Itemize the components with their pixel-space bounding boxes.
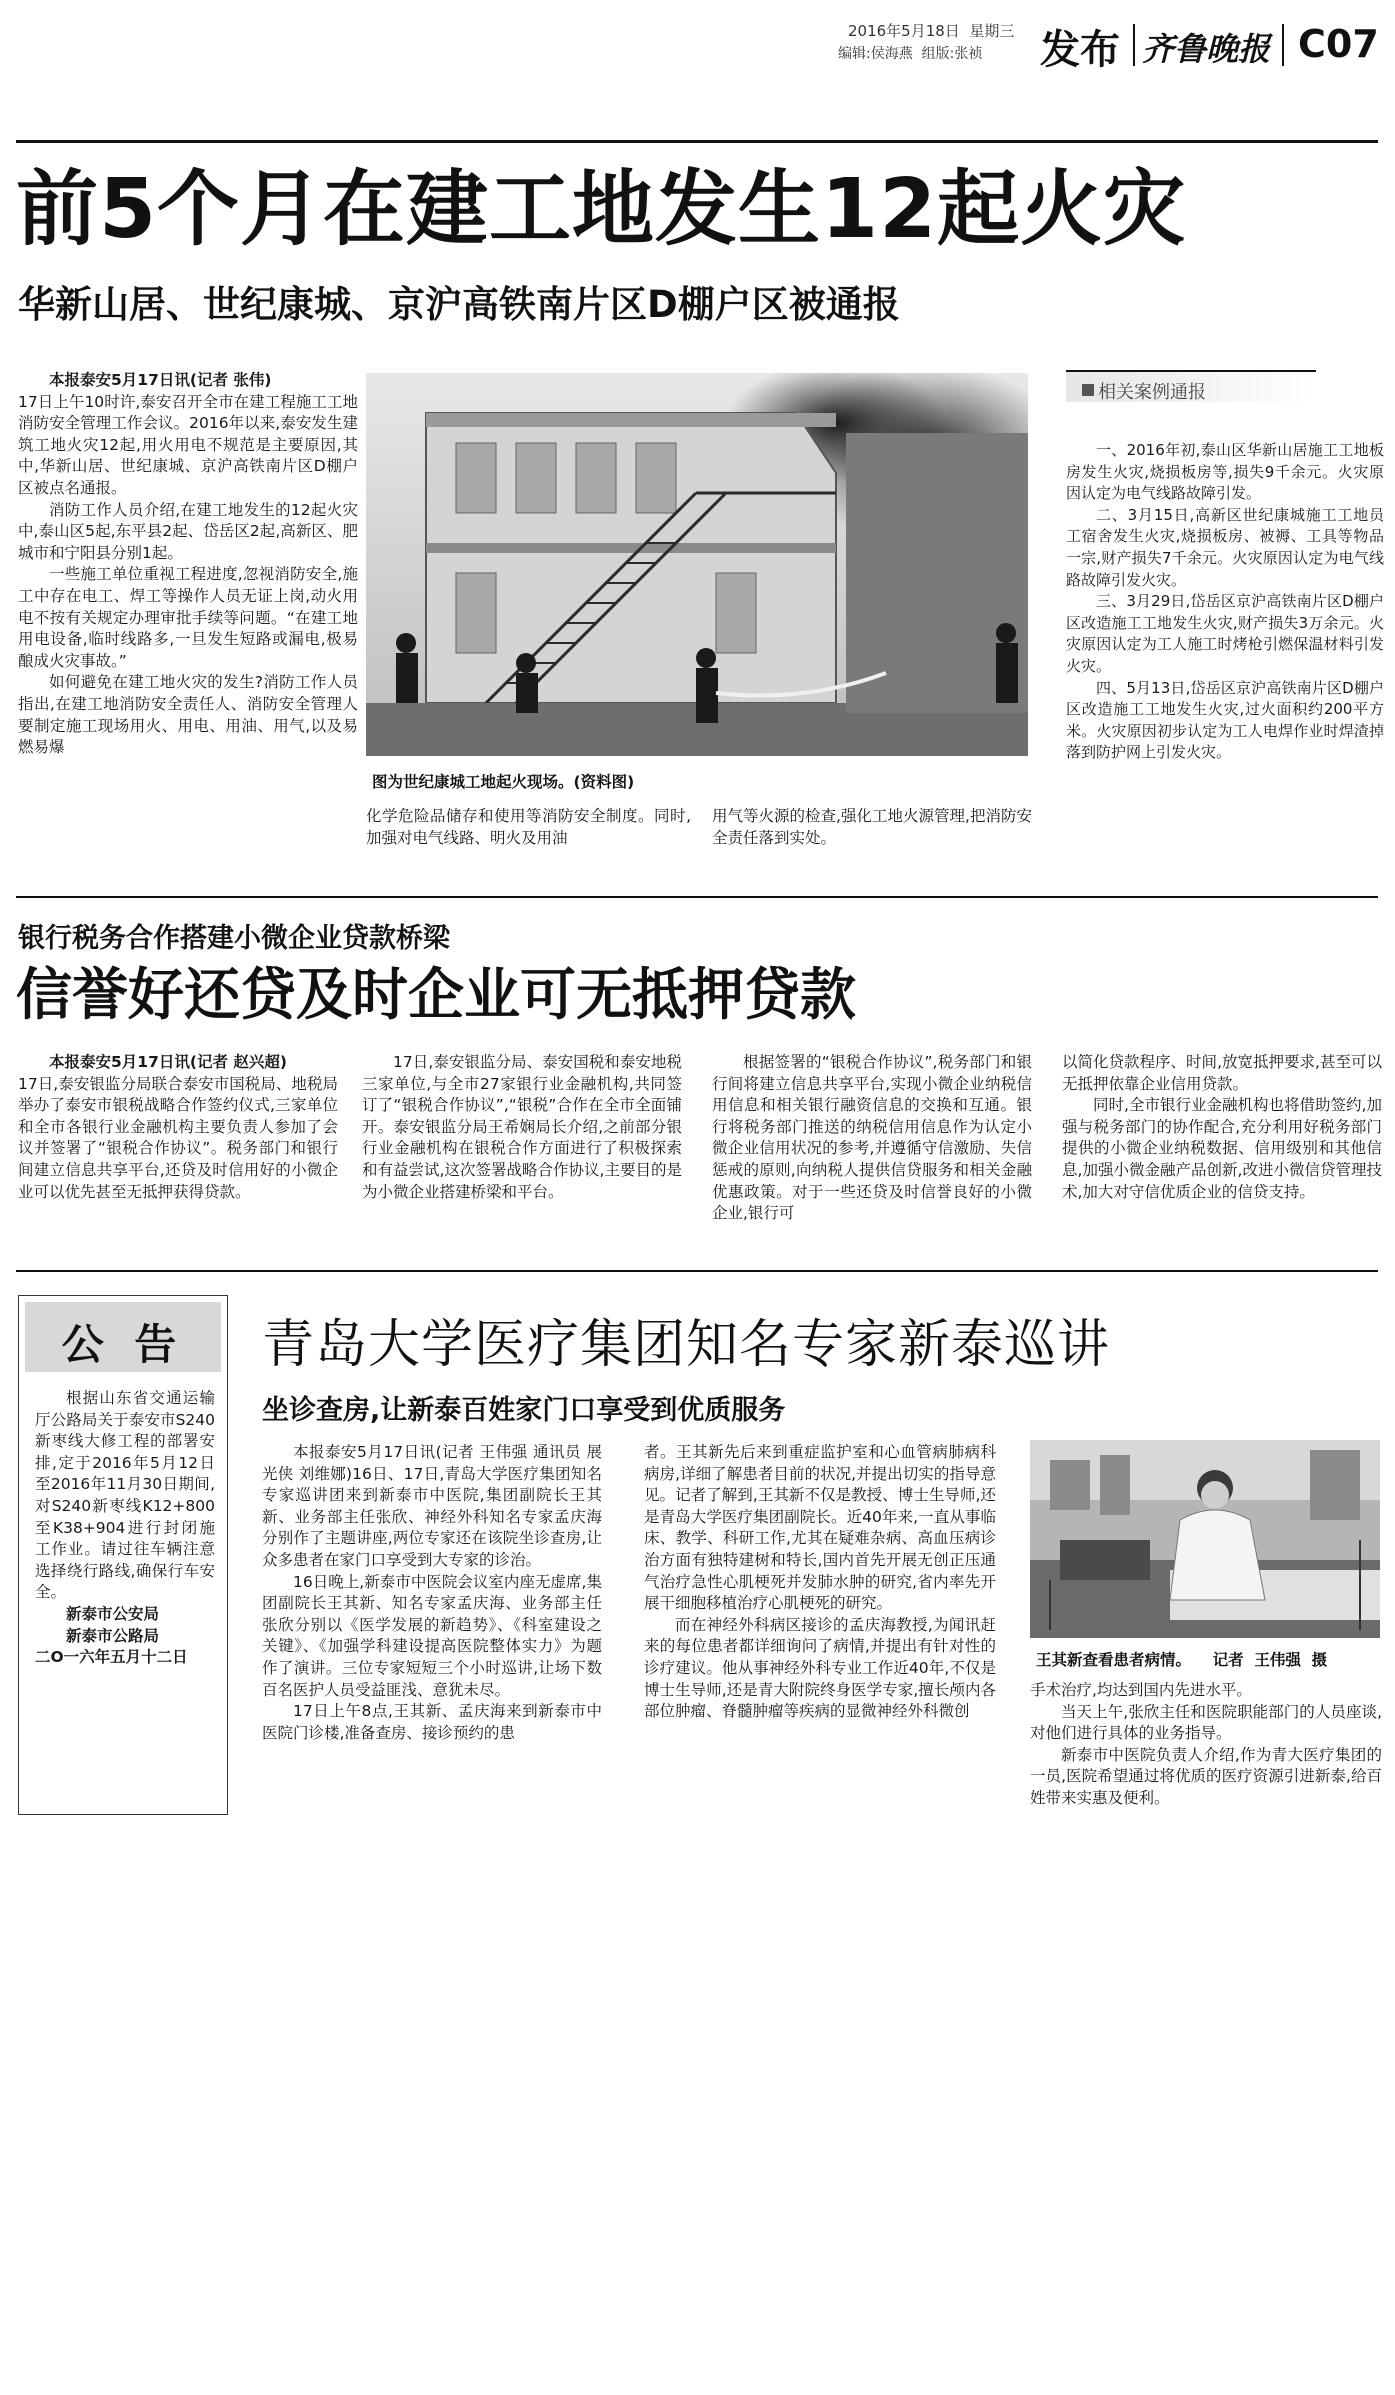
related-cases-sidebar [1066, 370, 1384, 870]
story1-column-2 [366, 806, 691, 849]
fire-scene-image [366, 373, 1028, 756]
paragraph: 17日上午8点,王其新、孟庆海来到新泰市中医院门诊楼,准备查房、接诊预约的患 [262, 1702, 602, 1742]
byline: 本报泰安5月17日讯(记者 赵兴超) [49, 1053, 287, 1071]
story2-column-3 [712, 1052, 1032, 1225]
notice-title-bar [25, 1302, 221, 1372]
story2-column-2 [362, 1052, 682, 1203]
notice-box [18, 1295, 228, 1815]
paragraph: 以简化贷款程序、时间,放宽抵押要求,甚至可以无抵押依靠企业信用贷款。 [1062, 1053, 1382, 1093]
paragraph: 新泰市中医院负责人介绍,作为青大医疗集团的一员,医院希望通过将优质的医疗资源引进新泰,给百姓带来实惠及便利。 [1030, 1745, 1382, 1807]
sidebar-header [1066, 370, 1316, 402]
paragraph: 用气等火源的检查,强化工地火源管理,把消防安全责任落到实处。 [712, 807, 1032, 847]
weekday: 星期三 [969, 22, 1015, 40]
notice-body [35, 1388, 215, 1669]
story3-column-2 [644, 1442, 996, 1723]
divider [1282, 24, 1284, 66]
date: 2016年5月18日 [848, 22, 960, 40]
page-number: C07 [1298, 22, 1379, 66]
top-rule [16, 140, 1378, 143]
hospital-photo [1030, 1440, 1380, 1638]
paragraph: 16日、17日,青岛大学医疗集团知名专家巡讲团来到新泰市中医院,集团副院长王其新、业务部主任张欣、神经外科知名专家孟庆海分别作了主题讲座,两位专家还在该院坐诊查房,让众多患者在家门口享受到大专家的诊治。 [262, 1464, 602, 1569]
headline: 青岛大学医疗集团知名专家新泰巡讲 [262, 1315, 1111, 1375]
subheadline: 坐诊查房,让新泰百姓家门口享受到优质服务 [262, 1395, 786, 1426]
paragraph: 消防工作人员介绍,在建工地发生的12起火灾中,泰山区5起,东平县2起、岱岳区2起,高新区、肥城市和宁阳县分别1起。 [18, 500, 358, 562]
notice-title: 公 告 [61, 1320, 185, 1369]
photo-caption: 王其新查看患者病情。 记者 王伟强 摄 [1036, 1651, 1328, 1669]
kicker: 银行税务合作搭建小微企业贷款桥梁 [18, 923, 450, 954]
fire-photo [366, 373, 1028, 756]
byline: 本报泰安5月17日讯(记者 王伟强 通讯员 展光侠 刘维娜) [262, 1443, 602, 1483]
section-rule [16, 1270, 1378, 1272]
paragraph: 当天上午,张欣主任和医院职能部门的人员座谈,对他们进行具体的业务指导。 [1030, 1702, 1382, 1743]
notice-date: 二O一六年五月十二日 [35, 1648, 188, 1667]
headline: 信誉好还贷及时企业可无抵押贷款 [16, 963, 856, 1028]
notice-signature: 新泰市公路局 [66, 1626, 160, 1645]
story1-column-3 [712, 806, 1032, 849]
paragraph: 同时,全市银行业金融机构也将借助签约,加强与税务部门的协作配合,充分利用好税务部门提供的小微企业纳税数据、信用级别和其他信息,加强小微金融产品创新,改进小微信贷管理技术,加大对守信优质企业的信贷支持。 [1062, 1096, 1382, 1201]
paragraph: 17日上午10时许,泰安召开全市在建工程施工工地消防安全管理工作会议。2016年以来,泰安发生建筑工地火灾12起,用火用电不规范是主要原因,其中,华新山居、世纪康城、京沪高铁南片区D棚户区被点名通报。 [18, 392, 358, 497]
section-name: 发布 [1040, 27, 1120, 73]
masthead [0, 0, 1395, 80]
story2-column-4 [1062, 1052, 1382, 1203]
byline: 本报泰安5月17日讯(记者 张伟) [49, 371, 272, 389]
paragraph: 一些施工单位重视工程进度,忽视消防安全,施工中存在电工、焊工等操作人员无证上岗,动火用电不按有关规定办理审批手续等问题。“在建工地用电设备,临时线路多,一旦发生短路或漏电,极易酿成火灾事故。” [18, 565, 358, 670]
editors: 编辑:侯海燕 组版:张祯 [838, 46, 983, 62]
sidebar-title: 相关案例通报 [1098, 382, 1206, 403]
story3-column-1 [262, 1442, 602, 1744]
case-item: 四、5月13日,岱岳区京沪高铁南片区D棚户区改造施工工地发生火灾,过火面积约200平方米。火灾原因初步认定为工人电焊作业时焊渣掉落到防护网上引发火灾。 [1066, 678, 1384, 762]
notice-text: 根据山东省交通运输厅公路局关于泰安市S240新枣线大修工程的部署安排,定于2016年5月12日至2016年11月30日期间,对S240新枣线K12+800至K38+904进行封闭施工作业。请过往车辆注意选择绕行路线,确保行车安全。 [35, 1389, 215, 1602]
case-item: 一、2016年初,泰山区华新山居施工工地板房发生火灾,烧损板房等,损失9千余元。火灾原因认定为电气线路故障引发。 [1066, 441, 1384, 503]
paragraph: 17日,泰安银监分局、泰安国税和泰安地税三家单位,与全市27家银行业金融机构,共同签订了“银税合作协议”,“银税”合作在全市全面铺开。泰安银监分局王希娴局长介绍,之前部分银行业金融机构在银税合作方面进行了积极探索和有益尝试,这次签署战略合作协议,主要目的是为小微企业搭建桥梁和平台。 [362, 1053, 682, 1201]
case-item: 三、3月29日,岱岳区京沪高铁南片区D棚户区改造施工工地发生火灾,财产损失3万余元。火灾原因认定为工人施工时烤枪引燃保温材料引发火灾。 [1066, 592, 1384, 675]
paragraph: 者。王其新先后来到重症监护室和心血管病肺病科病房,详细了解患者目前的状况,并提出切实的指导意见。记者了解到,王其新不仅是教授、博士生导师,还是青岛大学医疗集团副院长。近40年来,一直从事临床、教学、科研工作,尤其在疑难杂病、高血压病诊治方面有独特建树和特长,国内首先开展无创正压通气治疗急性心肌梗死并发肺水肿的研究,省内率先开展干细胞移植治疗心肌梗死的研究。 [644, 1443, 996, 1613]
photo-caption: 图为世纪康城工地起火现场。(资料图) [372, 773, 635, 791]
divider [1133, 24, 1135, 66]
story3-column-3 [1030, 1680, 1382, 1810]
subheadline: 华新山居、世纪康城、京沪高铁南片区D棚户区被通报 [18, 283, 900, 326]
headline: 前5个月在建工地发生12起火灾 [16, 162, 1187, 257]
notice-signature: 新泰市公安局 [66, 1604, 160, 1623]
sidebar-body [1066, 440, 1384, 764]
square-bullet-icon [1082, 384, 1094, 396]
story1-column-1 [18, 370, 358, 870]
paragraph: 手术治疗,均达到国内先进水平。 [1030, 1681, 1252, 1699]
issue-date [848, 20, 1014, 41]
paragraph: 17日,泰安银监分局联合泰安市国税局、地税局举办了泰安市银税战略合作签约仪式,三家单位和全市各银行业金融机构主要负责人参加了会议并签署了“银税合作协议”。税务部门和银行间建立信息共享平台,还贷及时信用好的小微企业可以优先甚至无抵押获得贷款。 [18, 1074, 338, 1201]
story2-column-1 [18, 1052, 338, 1203]
paper-logo: 齐鲁晚报 [1142, 30, 1271, 68]
paragraph: 根据签署的“银税合作协议”,税务部门和银行间将建立信息共享平台,实现小微企业纳税信用信息和相关银行融资信息的交换和互通。银行将税务部门推送的纳税信用信息作为认定小微企业信用状况的参考,并遵循守信激励、失信惩戒的原则,向纳税人提供信贷服务和相关金融优惠政策。对于一些还贷及时信誉良好的小微企业,银行可 [712, 1053, 1032, 1223]
paragraph: 16日晚上,新泰市中医院会议室内座无虚席,集团副院长王其新、知名专家孟庆海、业务部主任张欣分别以《医学发展的新趋势》、《科室建设之关键》、《加强学科建设提高医院整体实力》为题作了演讲。三位专家短短三个小时巡讲,让场下数百名医护人员受益匪浅、意犹未尽。 [262, 1572, 602, 1699]
paragraph: 如何避免在建工地火灾的发生?消防工作人员指出,在建工地消防安全责任人、消防安全管理人要制定施工现场用火、用电、用油、用气,以及易燃易爆 [18, 673, 358, 757]
paragraph: 而在神经外科病区接诊的孟庆海教授,为闻讯赶来的每位患者都详细询问了病情,并提出有针对性的诊疗建议。他从事神经外科专业工作近40年,不仅是博士生导师,还是青大附院终身医学专家,擅长颅内各部位肿瘤、脊髓肿瘤等疾病的显微神经外科微创 [644, 1615, 996, 1721]
doctor-with-patient-image [1030, 1440, 1380, 1638]
section-rule [16, 896, 1378, 898]
paragraph: 化学危险品储存和使用等消防安全制度。同时,加强对电气线路、明火及用油 [366, 807, 691, 847]
case-item: 二、3月15日,高新区世纪康城施工工地员工宿舍发生火灾,烧损板房、被褥、工具等物品一宗,财产损失7千余元。火灾原因认定为电气线路故障引发火灾。 [1066, 505, 1384, 589]
